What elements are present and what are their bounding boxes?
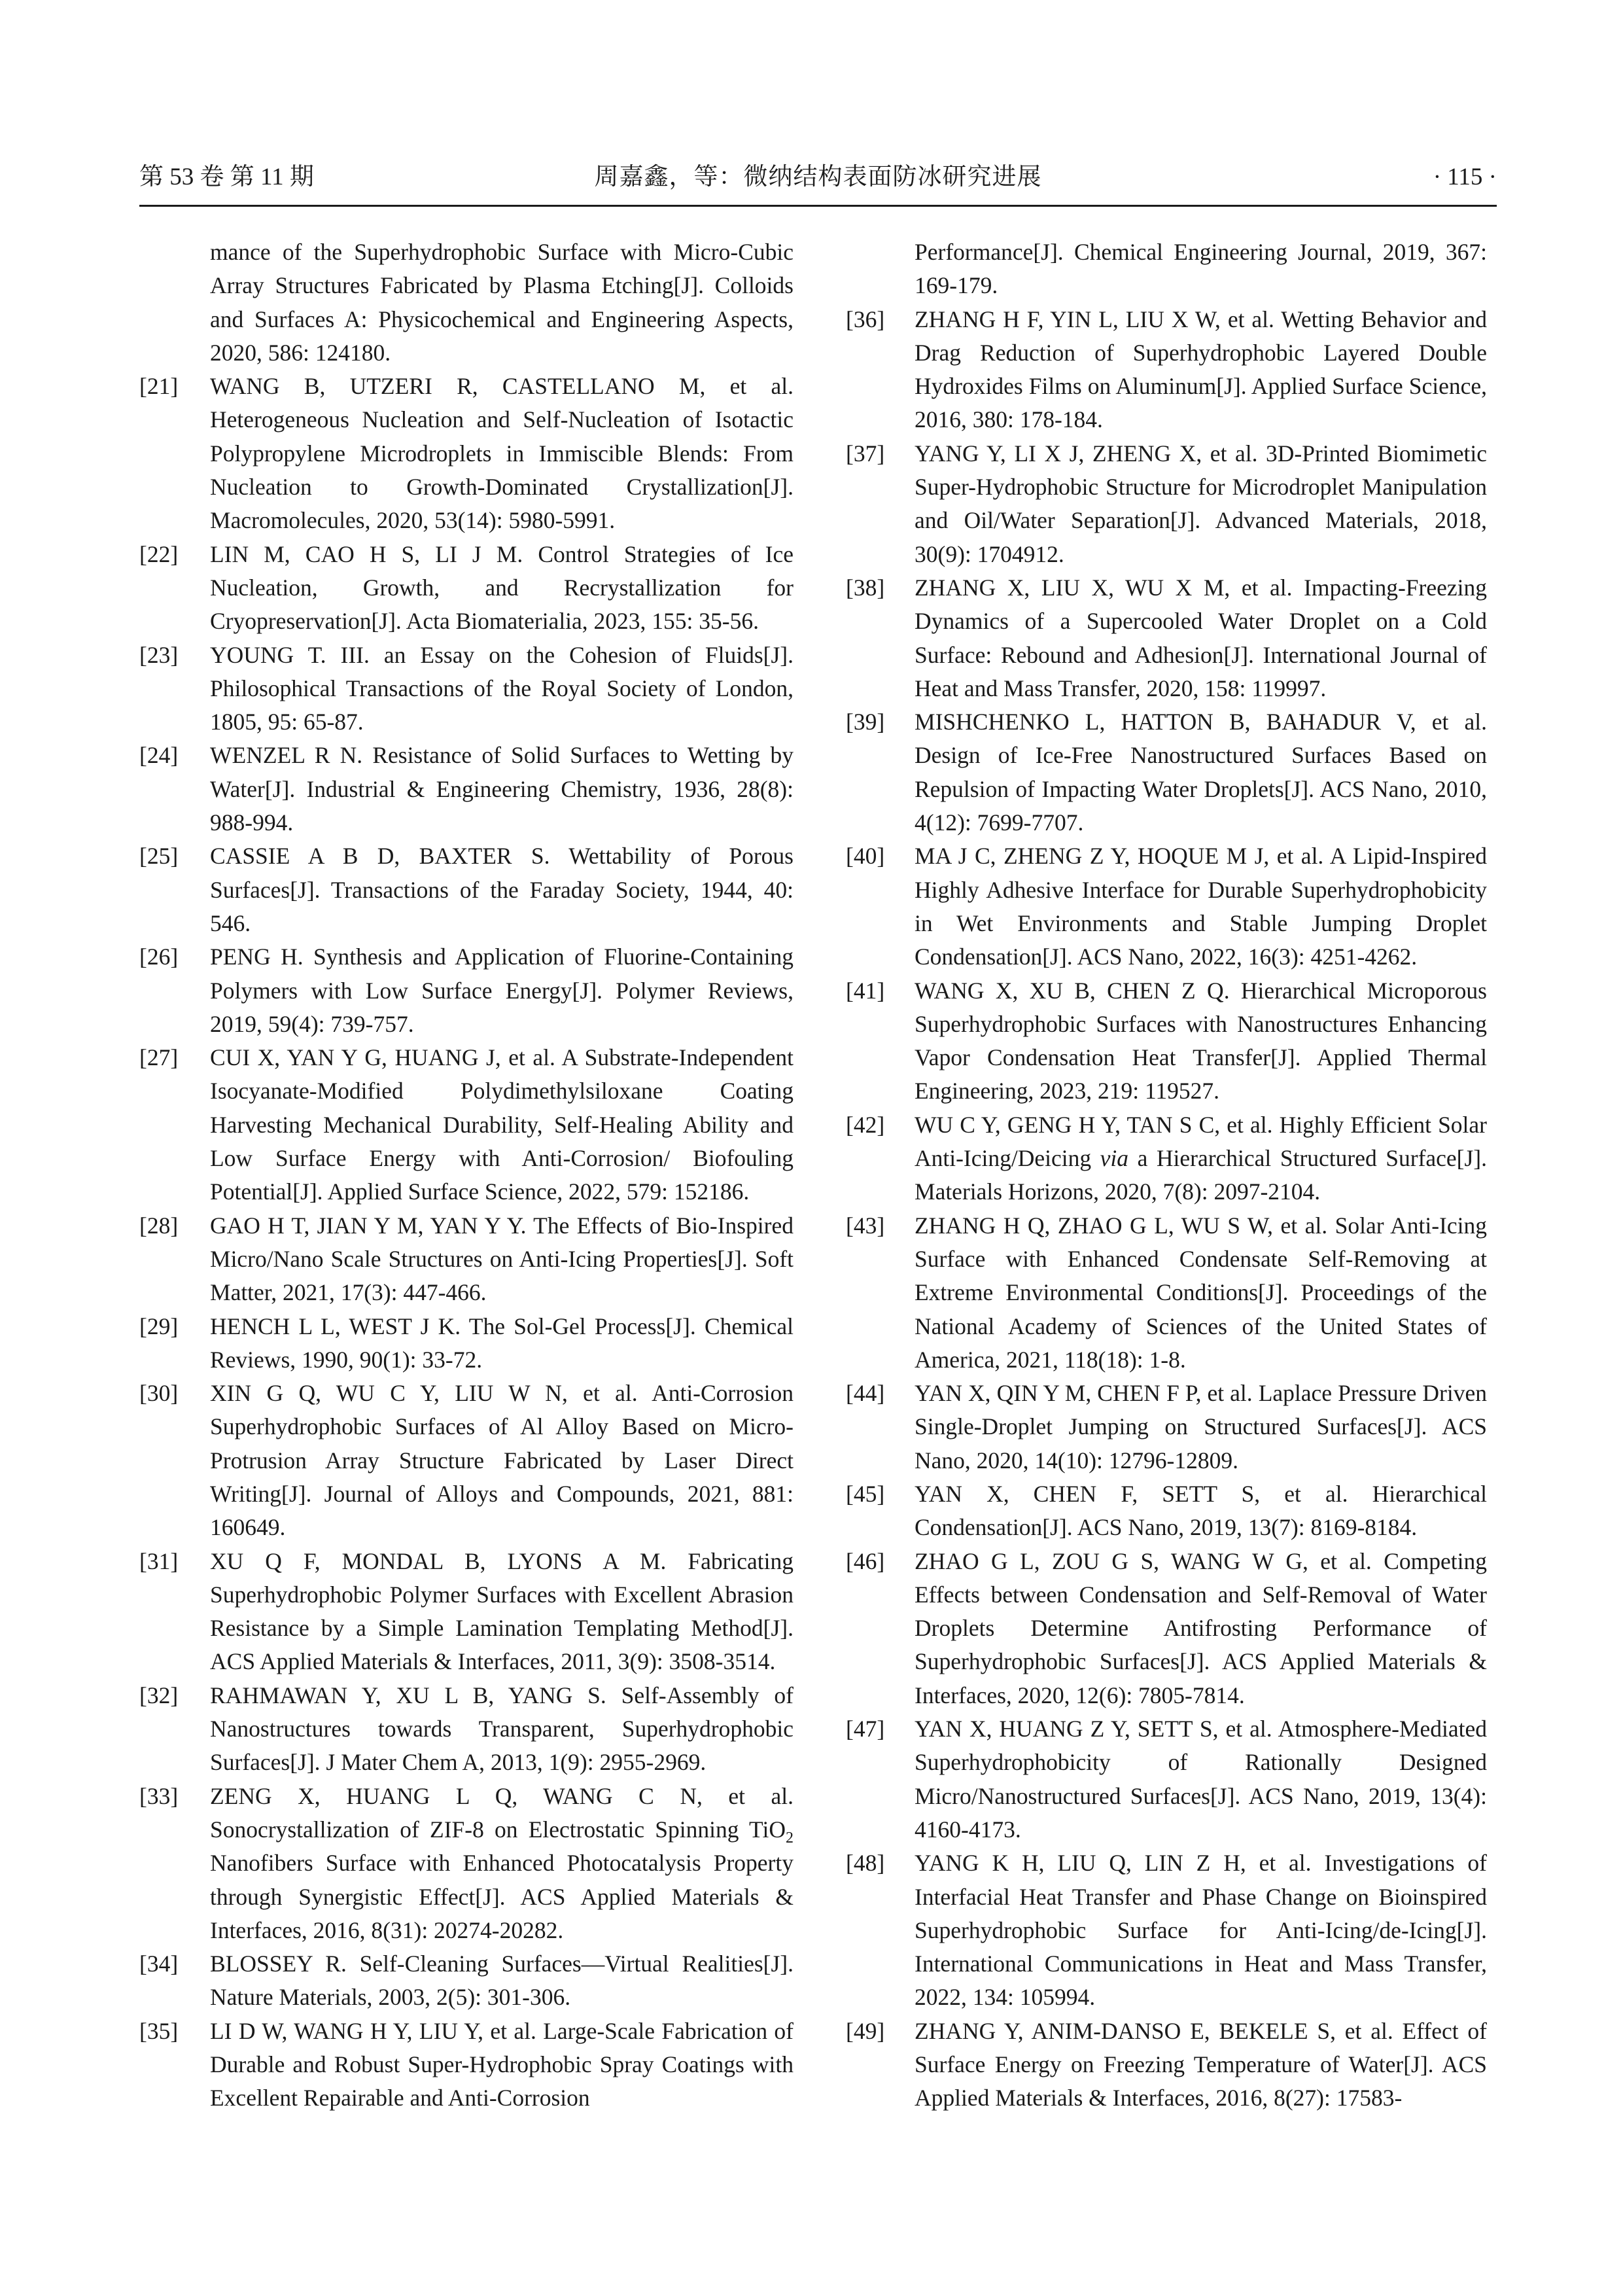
reference-number: [44] (846, 1380, 885, 1407)
reference-number: [40] (846, 843, 885, 870)
reference-entry (846, 1377, 1487, 1477)
reference-number: [43] (846, 1212, 885, 1239)
reference-entry (139, 1310, 794, 1377)
reference-number: [21] (139, 373, 179, 400)
reference-entry (139, 739, 794, 839)
reference-text: BLOSSEY R. Self-Cleaning Surfaces—Virtual Realities[J]. Nature Materials, 2003, 2(5): 301-306. (210, 1951, 794, 2011)
reference-entry (846, 437, 1487, 571)
reference-text: XU Q F, MONDAL B, LYONS A M. Fabricating Superhydrophobic Polymer Surfaces with Excellent Abrasion Resistance by a Simple Lamination Templating Method[J]. ACS Applied Materials & Interfaces, 2011, 3(9): 3508-3514. (210, 1547, 794, 1675)
reference-text: ZHAO G L, ZOU G S, WANG W G, et al. Competing Effects between Condensation and Self-Removal of Water Droplets Determine Antifrosting Performance of Superhydrophobic Surfaces[J]. ACS Applied Materials & Interfaces, 2020, 12(6): 7805-7814. (915, 1547, 1487, 1708)
reference-entry (846, 1209, 1487, 1377)
reference-entry (846, 839, 1487, 974)
reference-text: YAN X, HUANG Z Y, SETT S, et al. Atmosphere-Mediated Superhydrophobicity of Rationally Designed Micro/Nanostructured Surfaces[J]. ACS Nano, 2019, 13(4): 4160-4173. (915, 1716, 1487, 1843)
reference-text: LI D W, WANG H Y, LIU Y, et al. Large-Scale Fabrication of Durable and Robust Super-Hydrophobic Spray Coatings with Excellent Repairable and Anti-Corrosion (210, 2017, 794, 2111)
reference-text: WANG B, UTZERI R, CASTELLANO M, et al. Heterogeneous Nucleation and Self-Nucleation of Isotactic Polypropylene Microdroplets in Immiscible Blends: From Nucleation to Growth-Dominated Crystallization[J]. Macromolecules, 2020, 53(14): 5980-5991. (210, 373, 794, 534)
reference-text: ZHANG Y, ANIM-DANSO E, BEKELE S, et al. Effect of Surface Energy on Freezing Temperature of Water[J]. ACS Applied Materials & Interfaces, 2016, 8(27): 17583- (915, 2017, 1487, 2111)
reference-number: [42] (846, 1111, 885, 1138)
reference-number: [31] (139, 1547, 179, 1574)
reference-text: ZHANG H F, YIN L, LIU X W, et al. Wetting Behavior and Drag Reduction of Superhydrophobic Layered Double Hydroxides Films on Aluminum[J]. Applied Surface Science, 2016, 380: 178-184. (915, 306, 1487, 433)
reference-entry (846, 571, 1487, 705)
reference-text: XIN G Q, WU C Y, LIU W N, et al. Anti-Corrosion Superhydrophobic Surfaces of Al Alloy Based on Micro-Protrusion Array Structure Fabricated by Laser Direct Writing[J]. Journal of Alloys and Compounds, 2021, 881: 160649. (210, 1380, 794, 1541)
reference-number: [22] (139, 540, 179, 567)
reference-text: PENG H. Synthesis and Application of Fluorine-Containing Polymers with Low Surface Energy[J]. Polymer Reviews, 2019, 59(4): 739-757. (210, 944, 794, 1037)
reference-text: mance of the Superhydrophobic Surface with Micro-Cubic Array Structures Fabricated by Plasma Etching[J]. Colloids and Surfaces A: Physicochemical and Engineering Aspects, 2020, 586: 124180. (210, 239, 794, 366)
reference-entry (139, 839, 794, 940)
left-column (139, 236, 794, 2115)
reference-entry (139, 1041, 794, 1209)
reference-entry (846, 236, 1487, 303)
reference-text: CUI X, YAN Y G, HUANG J, et al. A Substrate-Independent Isocyanate-Modified Polydimethylsiloxane Coating Harvesting Mechanical Durability, Self-Healing Ability and Low Surface Energy with Anti-Corrosion/ Biofouling Potential[J]. Applied Surface Science, 2022, 579: 152186. (210, 1044, 794, 1205)
reference-text: MA J C, ZHENG Z Y, HOQUE M J, et al. A Lipid-Inspired Highly Adhesive Interface for Durable Superhydrophobicity in Wet Environments and Stable Jumping Droplet Condensation[J]. ACS Nano, 2022, 16(3): 4251-4262. (915, 843, 1487, 970)
reference-text: CASSIE A B D, BAXTER S. Wettability of Porous Surfaces[J]. Transactions of the Faraday Society, 1944, 40: 546. (210, 843, 794, 936)
reference-number: [39] (846, 709, 885, 735)
reference-entry (139, 639, 794, 739)
reference-number: [24] (139, 742, 179, 769)
reference-entry (846, 1477, 1487, 1545)
reference-entry (846, 974, 1487, 1108)
reference-text: ZHANG X, LIU X, WU X M, et al. Impacting-Freezing Dynamics of a Supercooled Water Droplet on a Cold Surface: Rebound and Adhesion[J]. International Journal of Heat and Mass Transfer, 2020, 158: 119997. (915, 574, 1487, 701)
reference-text: LIN M, CAO H S, LI J M. Control Strategies of Ice Nucleation, Growth, and Recrystallization for Cryopreservation[J]. Acta Biomaterialia, 2023, 155: 35-56. (210, 540, 794, 635)
reference-number: [30] (139, 1380, 179, 1407)
reference-entry (139, 1947, 794, 2015)
reference-number: [33] (139, 1782, 179, 1809)
reference-number: [47] (846, 1716, 885, 1742)
reference-number: [37] (846, 440, 885, 467)
reference-entry (846, 2015, 1487, 2115)
reference-number: [26] (139, 944, 179, 970)
reference-number: [34] (139, 1951, 179, 1977)
reference-text: ZENG X, HUANG L Q, WANG C N, et al. Sonocrystallization of ZIF-8 on Electrostatic Spinning TiO$_2$ Nanofibers Surface with Enhanced Photocatalysis Property through Synergistic Effect[J]. ACS Applied Materials & Interfaces, 2016, 8(31): 20274-20282. (210, 1782, 794, 1943)
reference-entry (846, 303, 1487, 437)
reference-text: Performance[J]. Chemical Engineering Journal, 2019, 367: 169-179. (915, 239, 1487, 299)
reference-entry (846, 1712, 1487, 1846)
reference-number: [46] (846, 1547, 885, 1574)
reference-entry (139, 2015, 794, 2115)
reference-text: YAN X, CHEN F, SETT S, et al. Hierarchical Condensation[J]. ACS Nano, 2019, 13(7): 8169-8184. (915, 1480, 1487, 1541)
reference-number: [29] (139, 1313, 179, 1339)
reference-text: YOUNG T. III. an Essay on the Cohesion of Fluids[J]. Philosophical Transactions of the Royal Society of London, 1805, 95: 65-87. (210, 641, 794, 735)
reference-entry (139, 538, 794, 639)
reference-entry (139, 1209, 794, 1310)
reference-number: [28] (139, 1212, 179, 1239)
reference-entry (846, 1846, 1487, 2014)
reference-text: WENZEL R N. Resistance of Solid Surfaces to Wetting by Water[J]. Industrial & Engineering Chemistry, 1936, 28(8): 988-994. (210, 742, 794, 836)
reference-text: YANG K H, LIU Q, LIN Z H, et al. Investigations of Interfacial Heat Transfer and Phase Change on Bioinspired Superhydrophobic Surface for Anti-Icing/de-Icing[J]. International Communications in Heat and Mass Transfer, 2022, 134: 105994. (915, 1850, 1487, 2011)
reference-entry (139, 370, 794, 537)
reference-number: [45] (846, 1480, 885, 1507)
reference-entry (139, 1377, 794, 1544)
article-title: 周嘉鑫，等：微纳结构表面防冰研究进展 (594, 164, 1042, 190)
running-header (139, 156, 1497, 199)
reference-number: [38] (846, 574, 885, 601)
right-column (846, 236, 1500, 2115)
reference-text: YANG Y, LI X J, ZHENG X, et al. 3D-Printed Biomimetic Super-Hydrophobic Structure for Microdroplet Manipulation and Oil/Water Separation[J]. Advanced Materials, 2018, 30(9): 1704912. (915, 440, 1487, 567)
reference-entry (846, 1108, 1487, 1209)
volume-issue: 第 53 卷 第 11 期 (139, 164, 314, 190)
reference-text: MISHCHENKO L, HATTON B, BAHADUR V, et al. Design of Ice-Free Nanostructured Surfaces Based on Repulsion of Impacting Water Droplets[J]. ACS Nano, 2010, 4(12): 7699-7707. (915, 709, 1487, 836)
reference-entry (846, 1545, 1487, 1712)
reference-entry (846, 705, 1487, 839)
reference-entry (139, 1780, 794, 1947)
reference-text: RAHMAWAN Y, XU L B, YANG S. Self-Assembly of Nanostructures towards Transparent, Superhydrophobic Surfaces[J]. J Mater Chem A, 2013, 1(9): 2955-2969. (210, 1682, 794, 1776)
reference-number: [32] (139, 1682, 179, 1708)
reference-number: [23] (139, 641, 179, 668)
header-rule (139, 205, 1497, 207)
page-number: · 115 · (1433, 164, 1497, 190)
reference-entry (139, 940, 794, 1041)
reference-text: YAN X, QIN Y M, CHEN F P, et al. Laplace Pressure Driven Single-Droplet Jumping on Structured Surfaces[J]. ACS Nano, 2020, 14(10): 12796-12809. (915, 1380, 1487, 1474)
reference-number: [49] (846, 2017, 885, 2044)
reference-number: [41] (846, 977, 885, 1004)
reference-number: [36] (846, 306, 885, 332)
reference-text: HENCH L L, WEST J K. The Sol-Gel Process[J]. Chemical Reviews, 1990, 90(1): 33-72. (210, 1313, 794, 1373)
reference-number: [25] (139, 843, 179, 870)
reference-number: [35] (139, 2017, 179, 2044)
reference-text: WU C Y, GENG H Y, TAN S C, et al. Highly Efficient Solar Anti-Icing/Deicing via a Hierarchical Structured Surface[J]. Materials Horizons, 2020, 7(8): 2097-2104. (915, 1111, 1487, 1205)
reference-text: ZHANG H Q, ZHAO G L, WU S W, et al. Solar Anti-Icing Surface with Enhanced Condensate Self-Removing at Extreme Environmental Conditions[J]. Proceedings of the National Academy of Sciences of the United States of America, 2021, 118(18): 1-8. (915, 1212, 1487, 1373)
reference-entry (139, 1545, 794, 1679)
reference-text: WANG X, XU B, CHEN Z Q. Hierarchical Microporous Superhydrophobic Surfaces with Nanostructures Enhancing Vapor Condensation Heat Transfer[J]. Applied Thermal Engineering, 2023, 219: 119527. (915, 977, 1487, 1104)
reference-text: GAO H T, JIAN Y M, YAN Y Y. The Effects of Bio-Inspired Micro/Nano Scale Structures on Anti-Icing Properties[J]. Soft Matter, 2021, 17(3): 447-466. (210, 1212, 794, 1306)
reference-entry (139, 1679, 794, 1780)
reference-entry (139, 236, 794, 370)
reference-number: [27] (139, 1044, 179, 1071)
reference-number: [48] (846, 1850, 885, 1877)
